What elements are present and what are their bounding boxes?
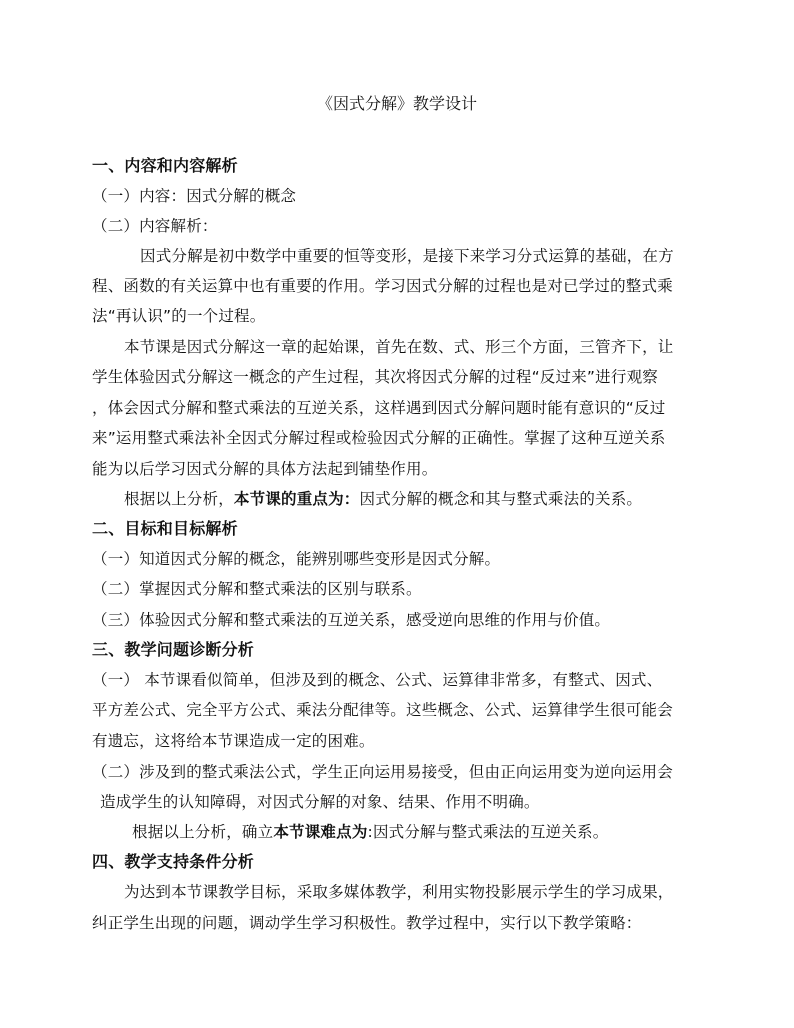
key-point-line [124, 489, 642, 509]
diagnosis-line: 造成学生的认知障碍，对因式分解的对象、结果、作用不明确。 [100, 793, 540, 811]
section-heading-3: 三、教学问题诊断分析 [92, 640, 255, 659]
diagnosis-line: 有遗忘，这将给本节课造成一定的困难。 [92, 732, 375, 750]
key-point-prefix: 根据以上分析， [124, 490, 234, 508]
objective-item-3: （三）体验因式分解和整式乘法的互逆关系，感受逆向思维的作用与价值。 [92, 611, 611, 629]
paragraph-line: 为达到本节课教学目标，采取多媒体教学，利用实物投影展示学生的学习成果， [124, 883, 674, 901]
objective-item-1: （一）知道因式分解的概念，能辨别哪些变形是因式分解。 [92, 550, 501, 568]
paragraph-line: 法“再认识”的一个过程。 [92, 307, 266, 325]
content-item-2: （二）内容解析： [92, 217, 218, 235]
paragraph-line: 因式分解是初中数学中重要的恒等变形，是接下来学习分式运算的基础，在方 [140, 247, 674, 265]
difficulty-prefix: 根据以上分析，确立 [132, 823, 274, 841]
paragraph-line: 程、函数的有关运算中也有重要的作用。学习因式分解的过程也是对已学过的整式乘 [92, 277, 673, 295]
paragraph-line: 来”运用整式乘法补全因式分解过程或检验因式分解的正确性。掌握了这种互逆关系 [92, 429, 666, 447]
section-heading-2: 二、目标和目标解析 [92, 519, 238, 538]
difficulty-line [132, 822, 608, 842]
diagnosis-line: （一） 本节课看似简单，但涉及到的概念、公式、运算律非常多，有整式、因式、 [92, 671, 663, 689]
diagnosis-line: 平方差公式、完全平方公式、乘法分配律等。这些概念、公式、运算律学生很可能会 [92, 701, 673, 719]
paragraph-line: 纠正学生出现的问题，调动学生学习积极性。教学过程中，实行以下教学策略： [92, 914, 642, 932]
difficulty-label: 本节课难点为 [273, 823, 368, 841]
objective-item-2: （二）掌握因式分解和整式乘法的区别与联系。 [92, 580, 422, 598]
difficulty-text: :因式分解与整式乘法的互逆关系。 [367, 823, 609, 841]
key-point-label: 本节课的重点为： [233, 490, 360, 508]
key-point-text: 因式分解的概念和其与整式乘法的关系。 [359, 490, 643, 508]
section-heading-4: 四、教学支持条件分析 [92, 852, 255, 871]
content-item-1: （一）内容：因式分解的概念 [92, 187, 297, 205]
document-title: 《因式分解》教学设计 [316, 94, 477, 113]
paragraph-line: 本节课是因式分解这一章的起始课，首先在数、式、形三个方面，三管齐下，让 [124, 338, 674, 356]
paragraph-line: 学生体验因式分解这一概念的产生过程，其次将因式分解的过程“反过来”进行观察 [92, 368, 658, 386]
section-heading-1: 一、内容和内容解析 [92, 156, 238, 175]
paragraph-line: 能为以后学习因式分解的具体方法起到铺垫作用。 [92, 460, 438, 478]
paragraph-line: ，体会因式分解和整式乘法的互逆关系，这样遇到因式分解问题时能有意识的“反过 [92, 399, 666, 417]
diagnosis-line: （二）涉及到的整式乘法公式，学生正向运用易接受，但由正向运用变为逆向运用会 [92, 763, 673, 781]
